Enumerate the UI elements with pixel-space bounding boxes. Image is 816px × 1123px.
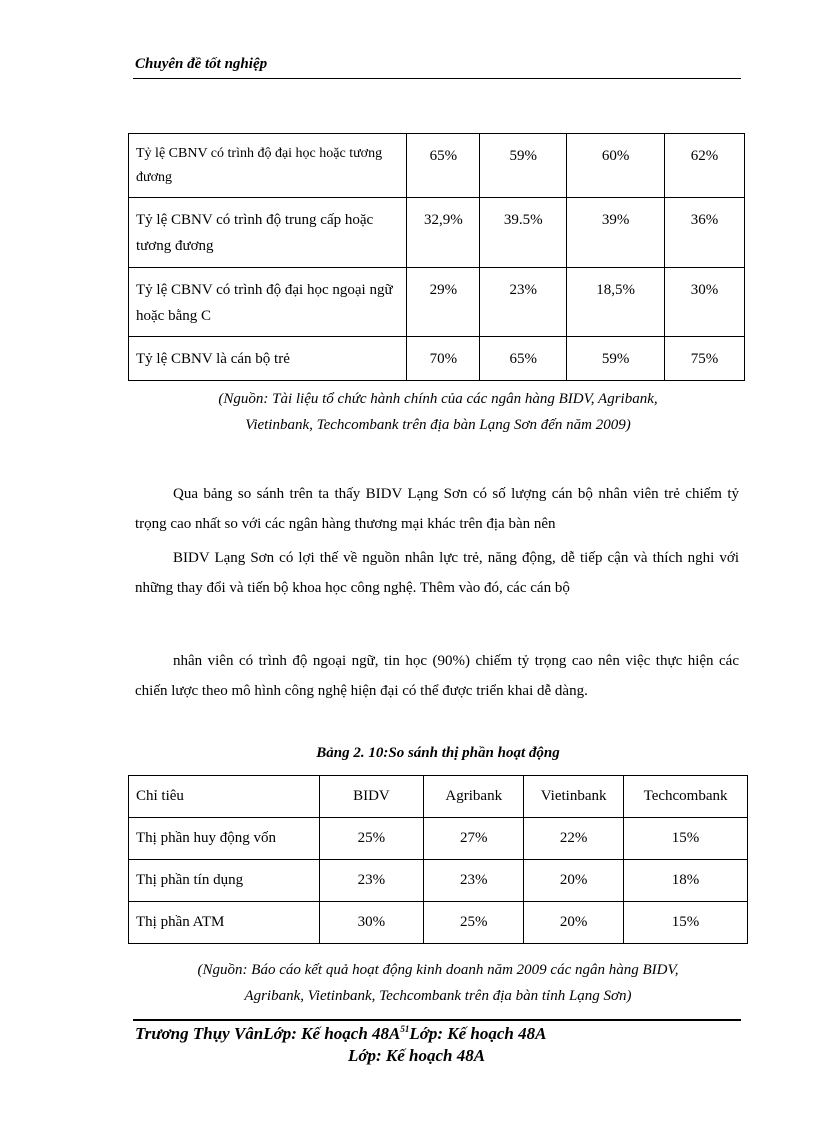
- row-label: Tỷ lệ CBNV là cán bộ trẻ: [129, 337, 407, 381]
- cell-value: 70%: [407, 337, 480, 381]
- cell-value: 27%: [424, 818, 524, 860]
- cell-value: 18,5%: [567, 268, 665, 337]
- cell-value: 23%: [319, 860, 424, 902]
- column-header: Techcombank: [624, 776, 748, 818]
- table-row: [129, 818, 748, 860]
- cell-value: 30%: [665, 268, 745, 337]
- cell-value: 39%: [567, 198, 665, 268]
- footer-class: Lớp: Kế hoạch 48A: [263, 1024, 401, 1043]
- table-caption: Bảng 2. 10:So sánh thị phần hoạt động: [316, 745, 560, 761]
- header-rule: [133, 78, 741, 79]
- body-paragraph: nhân viên có trình độ ngoại ngữ, tin học (90%) chiếm tỷ trọng cao nên việc thực hiện các chiến lược theo mô hình công nghệ hiện đại có thể được triển khai dễ dàng.: [135, 653, 739, 699]
- column-header: Chỉ tiêu: [129, 776, 320, 818]
- cell-value: 62%: [665, 134, 745, 198]
- cell-value: 25%: [424, 902, 524, 944]
- column-header: Vietinbank: [524, 776, 624, 818]
- row-label: Tỷ lệ CBNV có trình độ đại học hoặc tương đương: [129, 134, 407, 198]
- page-number: 51: [400, 1024, 410, 1034]
- cell-value: 59%: [567, 337, 665, 381]
- table-row: [129, 860, 748, 902]
- cell-value: 60%: [567, 134, 665, 198]
- source-line: (Nguồn: Báo cáo kết quả hoạt động kinh doanh năm 2009 các ngân hàng BIDV,: [197, 962, 679, 978]
- footer-class-line: Lớp: Kế hoạch 48A: [348, 1046, 486, 1065]
- footer-line: [135, 1024, 546, 1044]
- row-label: Thị phần huy động vốn: [129, 818, 320, 860]
- footer-author: Trương Thụy Vân: [135, 1024, 264, 1043]
- cell-value: 65%: [480, 337, 567, 381]
- table1-source-note: [128, 386, 748, 438]
- header-title: Chuyên đề tốt nghiệp: [135, 56, 268, 72]
- cell-value: 23%: [424, 860, 524, 902]
- staff-qualification-table: [128, 133, 745, 381]
- cell-value: 30%: [319, 902, 424, 944]
- body-paragraph: BIDV Lạng Sơn có lợi thế về nguồn nhân lực trẻ, năng động, dễ tiếp cận và thích nghi với những thay đổi và tiến bộ khoa học công nghệ. Thêm vào đó, các cán bộ: [135, 550, 739, 596]
- footer-rule: [133, 1019, 741, 1021]
- cell-value: 39.5%: [480, 198, 567, 268]
- source-line: (Nguồn: Tài liệu tổ chức hành chính của các ngân hàng BIDV, Agribank,: [218, 391, 658, 407]
- table2-source-note: [128, 957, 748, 1009]
- table-row: [129, 337, 745, 381]
- row-label: Thị phần ATM: [129, 902, 320, 944]
- cell-value: 18%: [624, 860, 748, 902]
- row-label: Thị phần tín dụng: [129, 860, 320, 902]
- body-paragraph: Qua bảng so sánh trên ta thấy BIDV Lạng Sơn có số lượng cán bộ nhân viên trẻ chiếm tỷ trọng cao nhất so với các ngân hàng thương mại khác trên địa bàn nên: [135, 486, 739, 532]
- cell-value: 15%: [624, 902, 748, 944]
- cell-value: 25%: [319, 818, 424, 860]
- footer-class: Lớp: Kế hoạch 48A: [409, 1024, 547, 1043]
- cell-value: 32,9%: [407, 198, 480, 268]
- cell-value: 65%: [407, 134, 480, 198]
- market-share-table: [128, 775, 748, 944]
- cell-value: 75%: [665, 337, 745, 381]
- cell-value: 22%: [524, 818, 624, 860]
- table-row: [129, 198, 745, 268]
- cell-value: 23%: [480, 268, 567, 337]
- source-line: Agribank, Vietinbank, Techcombank trên địa bàn tỉnh Lạng Sơn): [244, 988, 632, 1004]
- table-row: [129, 902, 748, 944]
- source-line: Vietinbank, Techcombank trên địa bàn Lạng Sơn đến năm 2009): [245, 417, 631, 433]
- column-header: BIDV: [319, 776, 424, 818]
- column-header: Agribank: [424, 776, 524, 818]
- table-row: [129, 268, 745, 337]
- cell-value: 29%: [407, 268, 480, 337]
- cell-value: 15%: [624, 818, 748, 860]
- row-label: Tỷ lệ CBNV có trình độ đại học ngoại ngữ hoặc bằng C: [129, 268, 407, 337]
- cell-value: 20%: [524, 902, 624, 944]
- table-header-row: [129, 776, 748, 818]
- row-label: Tỷ lệ CBNV có trình độ trung cấp hoặc tương đương: [129, 198, 407, 268]
- cell-value: 20%: [524, 860, 624, 902]
- cell-value: 36%: [665, 198, 745, 268]
- cell-value: 59%: [480, 134, 567, 198]
- table-row: [129, 134, 745, 198]
